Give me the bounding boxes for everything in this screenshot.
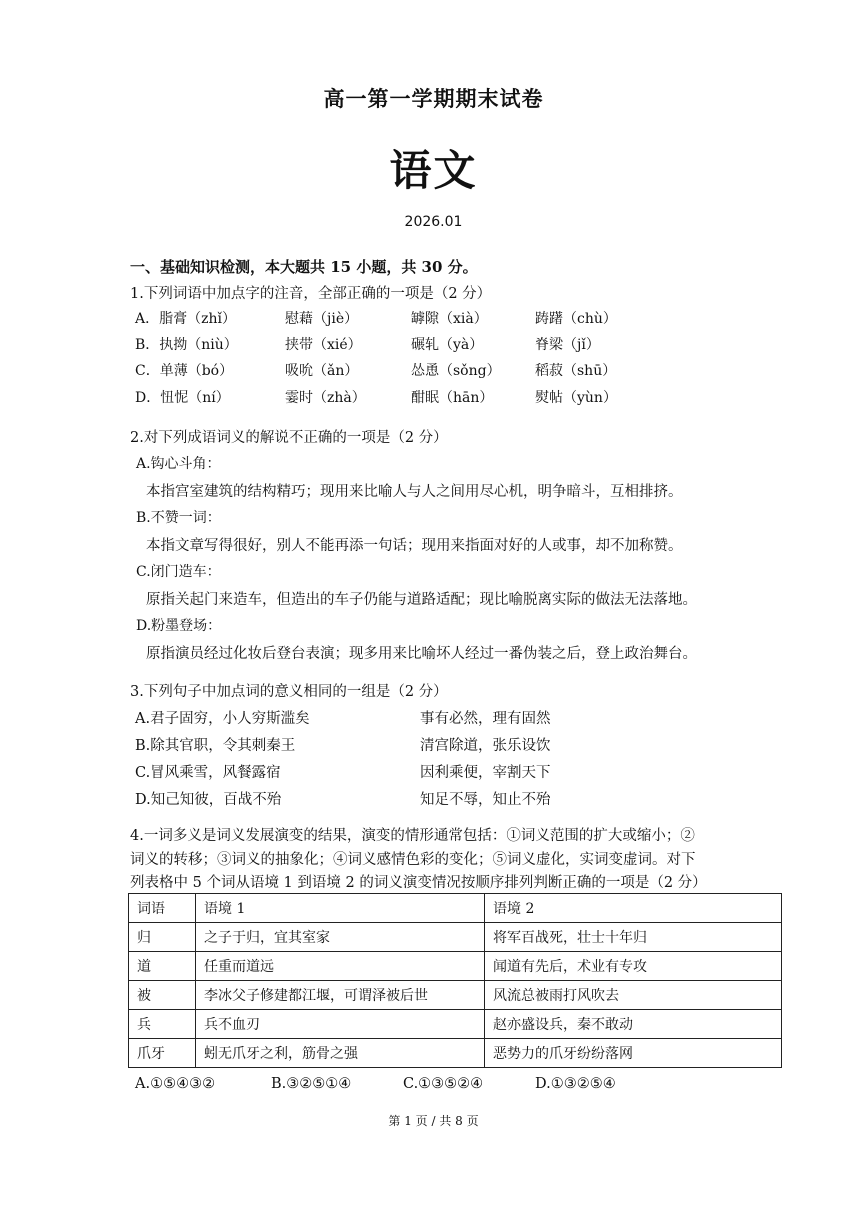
q2-option-text: 本指宫室建筑的结构精巧；现用来比喻人与人之间用尽心机，明争暗斗，互相排挤。: [146, 484, 683, 500]
table-header-cell: 词语: [129, 894, 196, 923]
question-2-stem: 2.对下列成语词义的解说不正确的一项是（2 分）: [130, 430, 448, 446]
table-row: [129, 981, 782, 1010]
q3-option-row: [135, 761, 755, 785]
q1-row-c: [135, 360, 755, 384]
table-cell-word: 道: [129, 952, 196, 981]
q3-sentence-1: D.知己知彼，百战不殆: [135, 792, 282, 808]
table-cell-context-1: 蚓无爪牙之利，筋骨之强: [196, 1039, 485, 1068]
question-3-stem: 3.下列句子中加点词的意义相同的一组是（2 分）: [130, 684, 448, 700]
question-4-stem-line: 词义的转移；③词义的抽象化；④词义感情色彩的变化；⑤词义虚化，实词变虚词。对下: [130, 852, 696, 868]
q1-option: 慰藉（jiè）: [285, 311, 359, 327]
table-cell-context-2: 将军百战死，壮士十年归: [485, 923, 782, 952]
q1-option: 霎时（zhà）: [285, 390, 366, 406]
q3-sentence-2: 因利乘便，宰割天下: [420, 765, 551, 781]
exam-date: 2026.01: [404, 214, 463, 230]
table-cell-context-2: 赵亦盛设兵，秦不敢动: [485, 1010, 782, 1039]
q2-option-text: 原指演员经过化妆后登台表演；现多用来比喻坏人经过一番伪装之后，登上政治舞台。: [146, 646, 697, 662]
q3-sentence-2: 清宫除道，张乐设饮: [420, 738, 551, 754]
table-header-cell: 语境 2: [485, 894, 782, 923]
page-number: 第 1 页 / 共 8 页: [388, 1114, 479, 1128]
table-cell-context-1: 任重而道远: [196, 952, 485, 981]
q1-option: 罅隙（xià）: [411, 311, 488, 327]
q4-option-a: A.①⑤④③②: [135, 1076, 216, 1092]
table-cell-word: 兵: [129, 1010, 196, 1039]
q2-option-label: A.钩心斗角：: [136, 456, 221, 472]
question-4-stem-line: 列表格中 5 个词从语境 1 到语境 2 的词义演变情况按顺序排列判断正确的一项是（2 分）: [130, 875, 707, 891]
table-cell-context-2: 风流总被雨打风吹去: [485, 981, 782, 1010]
table-row: [129, 952, 782, 981]
table-cell-context-1: 兵不血刃: [196, 1010, 485, 1039]
q1-option: 脊梁（jǐ）: [535, 337, 600, 353]
table-cell-word: 被: [129, 981, 196, 1010]
q3-option-row: [135, 734, 755, 758]
q1-option: 怂恿（sǒng）: [411, 363, 501, 379]
q3-sentence-2: 事有必然，理有固然: [420, 711, 551, 727]
q2-option-label: D.粉墨登场：: [136, 618, 222, 634]
question-4-stem-line: 4.一词多义是词义发展演变的结果，演变的情形通常包括：①词义范围的扩大或缩小；②: [130, 828, 695, 844]
table-header-row: [129, 894, 782, 923]
section-heading: 一、基础知识检测，本大题共 15 小题，共 30 分。: [130, 258, 478, 276]
q3-sentence-1: B.除其官职，令其刺秦王: [135, 738, 296, 754]
table-cell-context-2: 闻道有先后，术业有专攻: [485, 952, 782, 981]
table-cell-context-2: 恶势力的爪牙纷纷落网: [485, 1039, 782, 1068]
q3-sentence-1: C.冒风乘雪，风餐露宿: [135, 765, 281, 781]
q4-option-b: B.③②⑤①④: [271, 1076, 352, 1092]
word-evolution-table: [128, 893, 782, 1068]
table-cell-context-1: 李冰父子修建都江堰，可谓泽被后世: [196, 981, 485, 1010]
q3-sentence-1: A.君子固穷，小人穷斯滥矣: [135, 711, 310, 727]
q1-option: 碾轧（yà）: [411, 337, 484, 353]
table-row: [129, 1039, 782, 1068]
q1-option: 酣眠（hān）: [411, 390, 494, 406]
q1-row-b: [135, 334, 755, 358]
q1-option: A．脂膏（zhǐ）: [135, 311, 236, 327]
q1-option: 挟带（xié）: [285, 337, 362, 353]
table-row: [129, 1010, 782, 1039]
table-cell-context-1: 之子于归，宜其室家: [196, 923, 485, 952]
q4-answer-options: [135, 1076, 735, 1098]
q3-option-row: [135, 707, 755, 731]
table-cell-word: 归: [129, 923, 196, 952]
q1-row-a: [135, 308, 755, 332]
q2-option-text: 原指关起门来造车，但造出的车子仍能与道路适配；现比喻脱离实际的做法无法落地。: [146, 592, 697, 608]
q4-option-d: D.①③②⑤④: [535, 1076, 616, 1092]
q1-option: B．执拗（niù）: [135, 337, 238, 353]
table-cell-word: 爪牙: [129, 1039, 196, 1068]
q1-option: 稻菽（shū）: [535, 363, 617, 379]
q1-option: 熨帖（yùn）: [535, 390, 617, 406]
q4-option-c: C.①③⑤②④: [403, 1076, 484, 1092]
q1-row-d: [135, 387, 755, 411]
q2-option-label: B.不赞一词：: [136, 510, 221, 526]
q1-option: 踌躇（chù）: [535, 311, 617, 327]
q3-option-row: [135, 788, 755, 812]
q3-sentence-2: 知足不辱，知止不殆: [420, 792, 551, 808]
table-header-cell: 语境 1: [196, 894, 485, 923]
exam-title: 高一第一学期期末试卷: [323, 86, 544, 111]
question-1-stem: 1.下列词语中加点字的注音，全部正确的一项是（2 分）: [130, 286, 492, 302]
table-row: [129, 923, 782, 952]
q1-option: D．忸怩（ní）: [135, 390, 230, 406]
q1-option: C．单薄（bó）: [135, 363, 234, 379]
q2-option-text: 本指文章写得很好，别人不能再添一句话；现用来指面对好的人或事，却不加称赞。: [146, 538, 683, 554]
q1-option: 吸吮（ǎn）: [285, 363, 359, 379]
q2-option-label: C.闭门造车：: [136, 564, 221, 580]
subject-title: 语文: [389, 146, 478, 195]
